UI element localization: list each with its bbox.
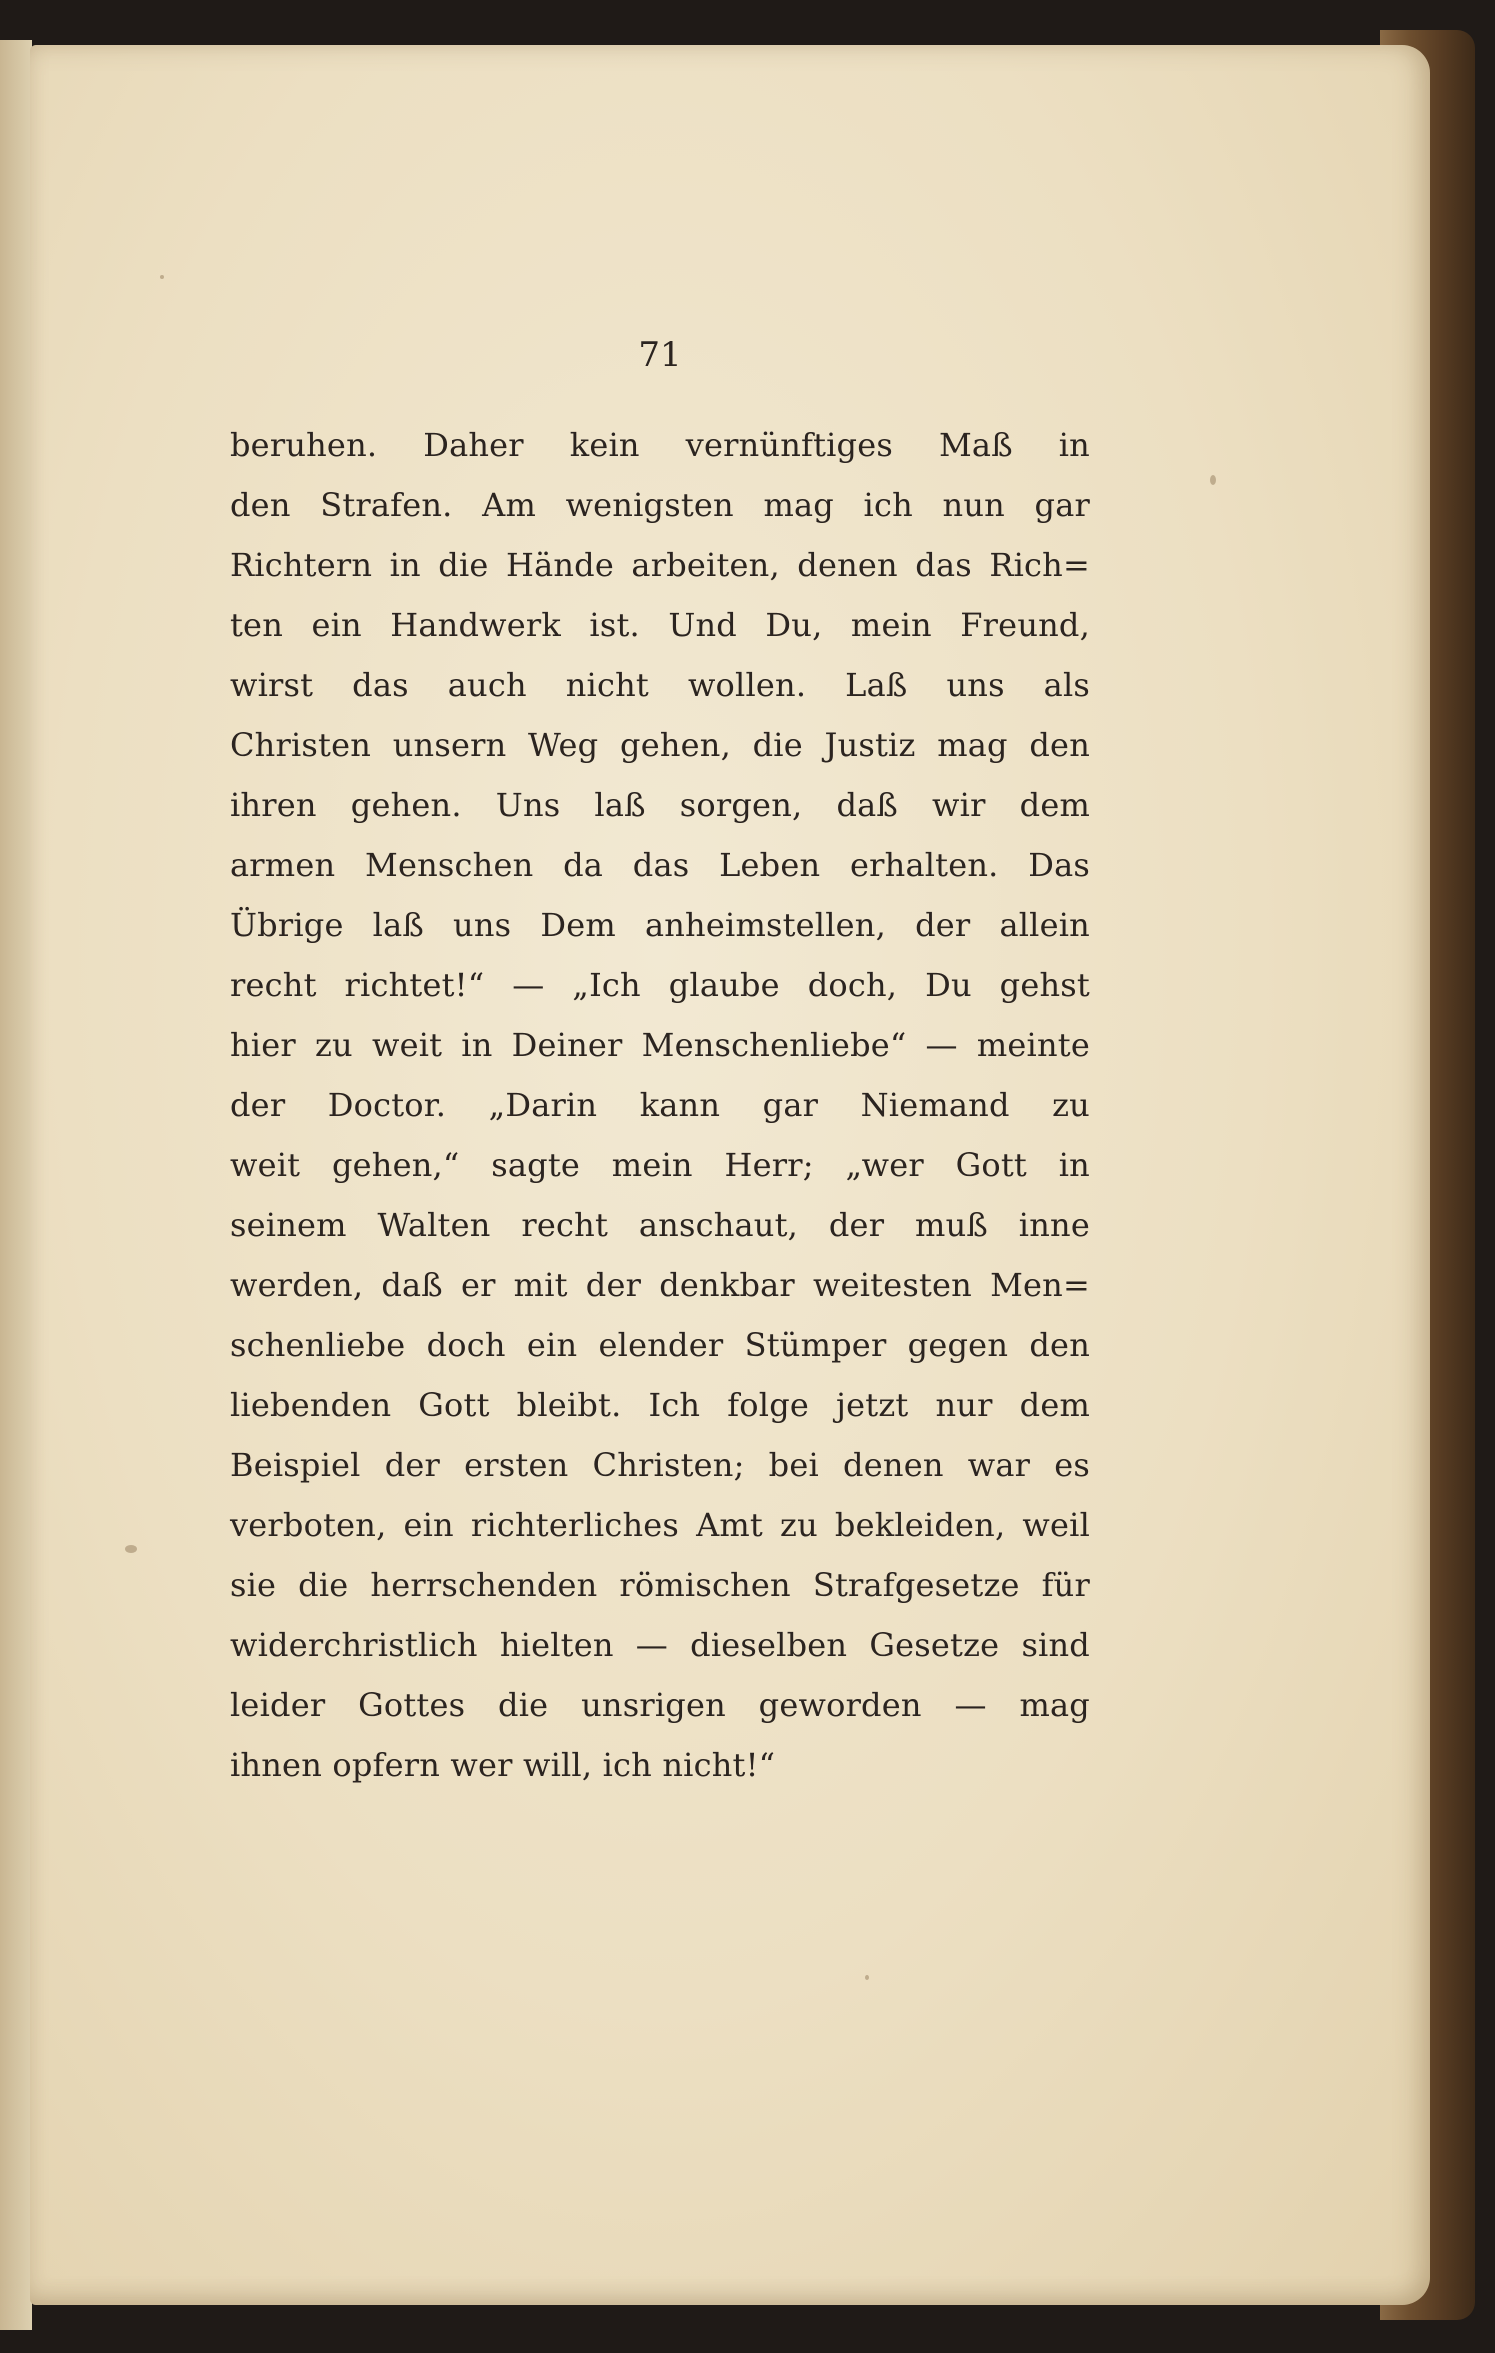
text-line: leider Gottes die unsrigen geworden — mag	[230, 1686, 1090, 1724]
text-line: liebenden Gott bleibt. Ich folge jetzt nur dem	[230, 1386, 1090, 1424]
previous-page-edge	[0, 40, 32, 2330]
text-line: der Doctor. „Darin kann gar Niemand zu	[230, 1086, 1090, 1124]
paper-speck	[160, 275, 164, 279]
text-line: Richtern in die Hände arbeiten, denen das Rich=	[230, 546, 1090, 584]
text-line: ten ein Handwerk ist. Und Du, mein Freund,	[230, 606, 1090, 644]
text-line: weit gehen,“ sagte mein Herr; „wer Gott in	[230, 1146, 1090, 1184]
paper-speck	[1210, 475, 1216, 485]
text-line: recht richtet!“ — „Ich glaube doch, Du gehst	[230, 966, 1090, 1004]
text-line: werden, daß er mit der denkbar weitesten Men=	[230, 1266, 1090, 1304]
text-line: hier zu weit in Deiner Menschenliebe“ — meinte	[230, 1026, 1090, 1064]
text-line: armen Menschen da das Leben erhalten. Das	[230, 846, 1090, 884]
text-line: verboten, ein richterliches Amt zu bekleiden, weil	[230, 1506, 1090, 1544]
text-line: Übrige laß uns Dem anheimstellen, der allein	[230, 906, 1090, 944]
page-sheet	[30, 45, 1430, 2305]
body-text	[230, 415, 1090, 1795]
text-line: den Strafen. Am wenigsten mag ich nun gar	[230, 486, 1090, 524]
paper-speck	[125, 1545, 137, 1553]
text-line: ihren gehen. Uns laß sorgen, daß wir dem	[230, 786, 1090, 824]
page-number: 71	[638, 335, 682, 375]
text-line: seinem Walten recht anschaut, der muß inne	[230, 1206, 1090, 1244]
text-line: Christen unsern Weg gehen, die Justiz mag den	[230, 726, 1090, 764]
paper-speck	[865, 1975, 869, 1980]
text-line: widerchristlich hielten — dieselben Gesetze sind	[230, 1626, 1090, 1664]
text-line: Beispiel der ersten Christen; bei denen war es	[230, 1446, 1090, 1484]
text-line: beruhen. Daher kein vernünftiges Maß in	[230, 426, 1090, 464]
text-line: ihnen opfern wer will, ich nicht!“	[230, 1746, 776, 1784]
text-line: sie die herrschenden römischen Strafgesetze für	[230, 1566, 1090, 1604]
text-line: schenliebe doch ein elender Stümper gegen den	[230, 1326, 1090, 1364]
text-line: wirst das auch nicht wollen. Laß uns als	[230, 666, 1090, 704]
